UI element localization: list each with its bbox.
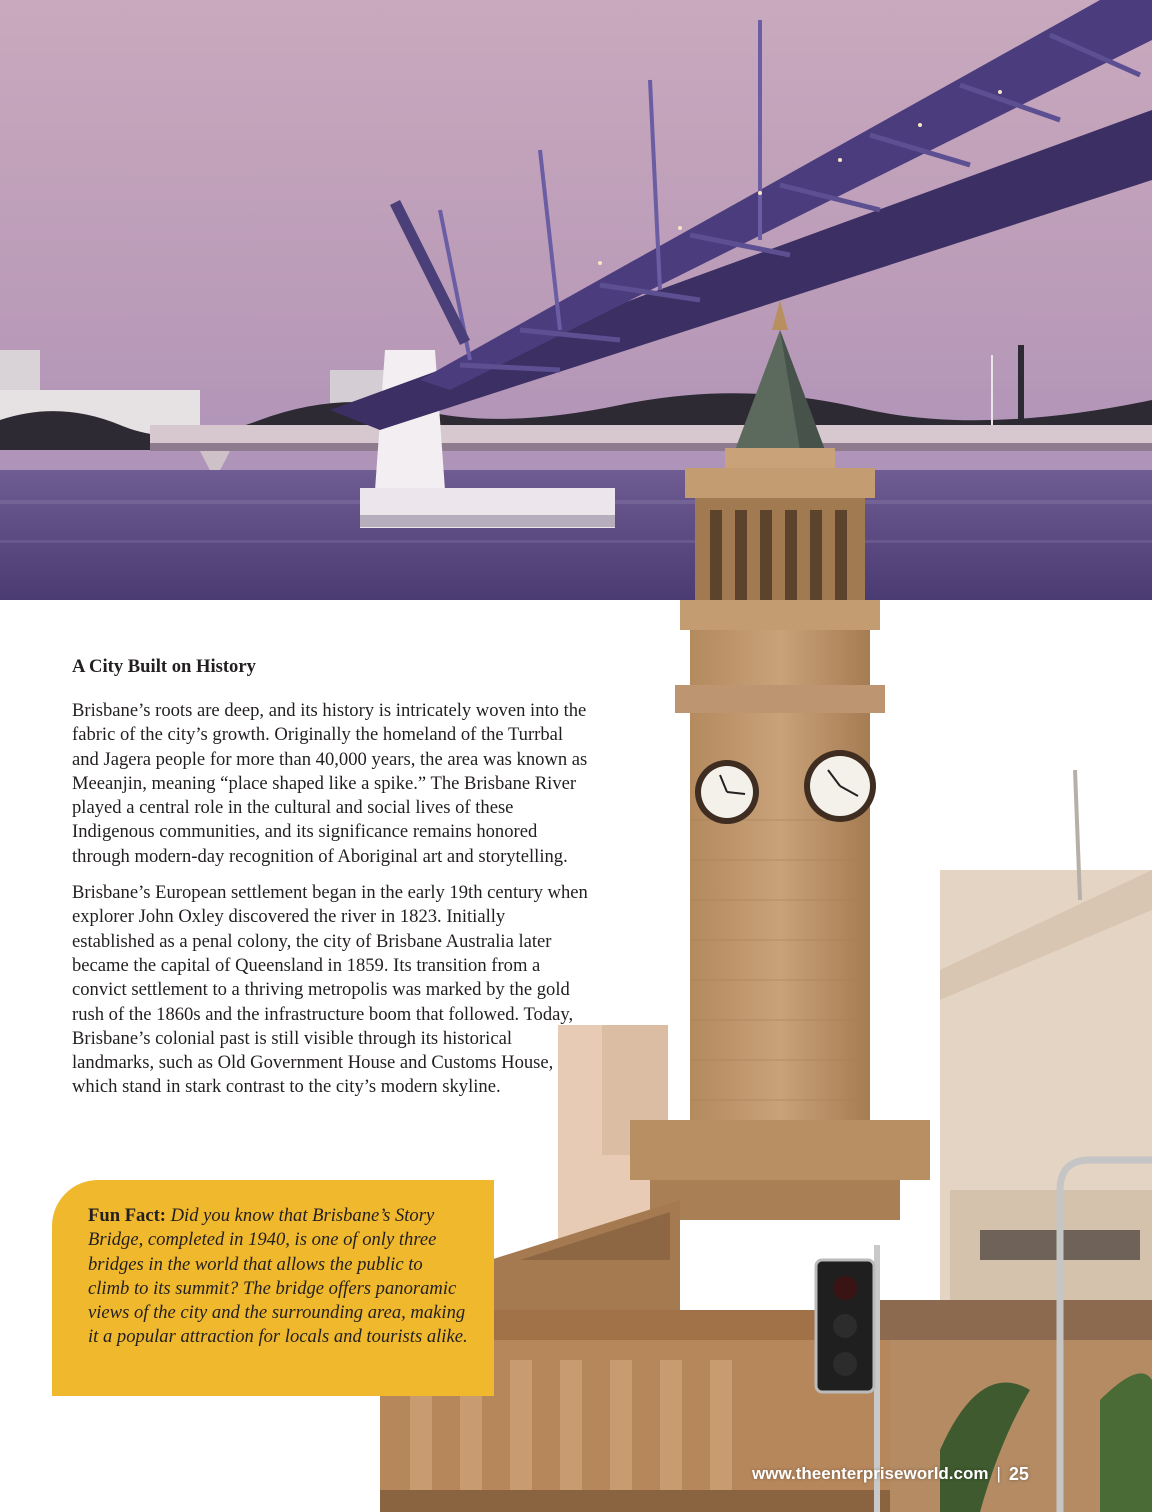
page-number: 25 bbox=[1008, 1463, 1029, 1484]
clock-face-left bbox=[695, 760, 759, 824]
website-url[interactable]: www.theenterpriseworld.com bbox=[752, 1464, 989, 1483]
clock-face-right bbox=[804, 750, 876, 822]
footer-separator: | bbox=[996, 1464, 1001, 1483]
fun-fact-text bbox=[88, 1204, 468, 1350]
article-body bbox=[72, 655, 588, 1112]
fun-fact-label: Fun Fact: bbox=[88, 1205, 166, 1226]
fun-fact-body: Did you know that Brisbane’s Story Bridge, completed in 1940, is one of only three bridges in the world that allows the public to climb to its summit? The bridge offers panoramic views of the city and the surrounding area, making it a popular attraction for locals and tourists alike. bbox=[88, 1205, 468, 1348]
page-footer bbox=[752, 1462, 1029, 1486]
fun-fact-callout bbox=[52, 1180, 494, 1396]
article-heading: A City Built on History bbox=[72, 656, 256, 677]
article-paragraph-1: Brisbane’s roots are deep, and its history is intricately woven into the fabric of the city’s growth. Originally the homeland of the Turrbal and Jagera people for more than 40,000 years, the area was known as Meeanjin, meaning “place shaped like a spike.” The Brisbane River played a central role in the cultural and social lives of these Indigenous communities, and its significance remains honored through modern-day recognition of Aboriginal art and storytelling. bbox=[72, 700, 588, 867]
article-paragraph-2: Brisbane’s European settlement began in the early 19th century when explorer John Oxley discovered the river in 1823. Initially established as a penal colony, the city of Brisbane Australia later became the capital of Queensland in 1859. Its transition from a convict settlement to a thriving metropolis was marked by the gold rush of the 1860s and the infrastructure boom that followed. Today, Brisbane’s colonial past is still visible through its historical landmarks, such as Old Government House and Customs House, which stand in stark contrast to the city’s modern skyline. bbox=[72, 882, 588, 1098]
